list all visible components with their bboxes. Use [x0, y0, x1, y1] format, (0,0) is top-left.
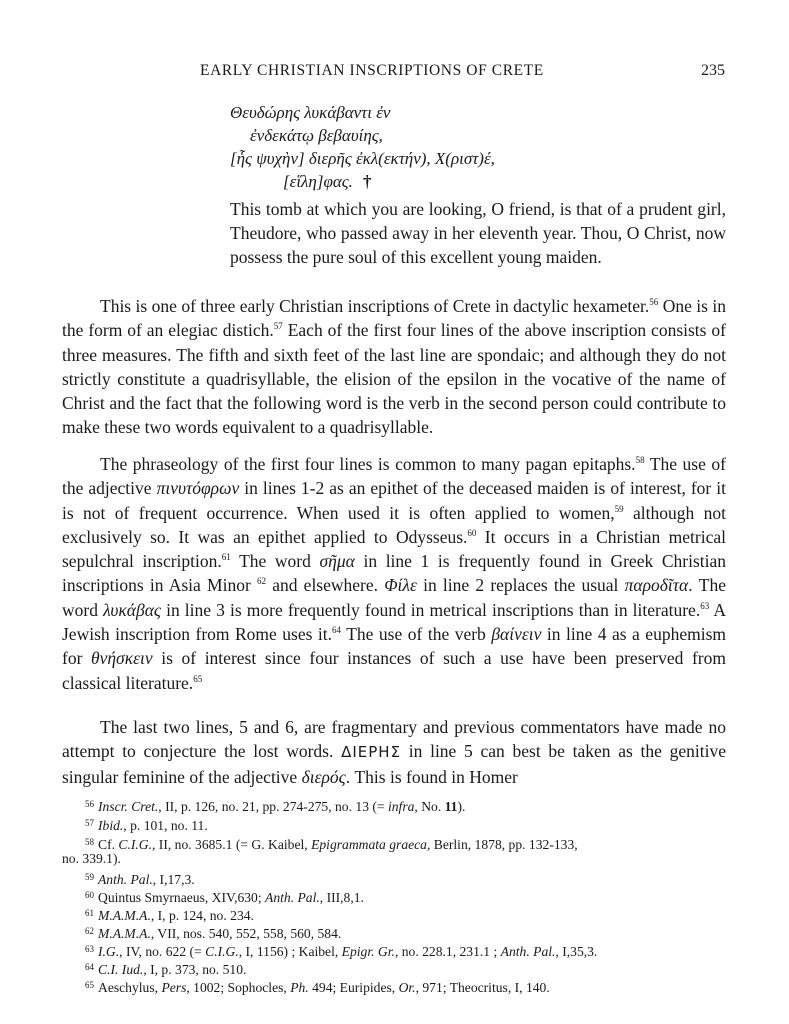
footnote: 58 Cf. C.I.G., II, no. 3685.1 (= G. Kaibel, Epigrammata graeca, Berlin, 1878, pp. 132-133, [85, 837, 578, 852]
footnote-continuation: no. 339.1). [62, 851, 121, 866]
page-header [100, 62, 725, 84]
footnote-ref: 62 [256, 576, 266, 587]
epigraphic-word: ΔΙΕΡΗΣ [341, 743, 402, 762]
footnote-ref: 59 [614, 503, 624, 514]
page-number: 235 [701, 62, 725, 79]
footnote: 60 Quintus Smyrnaeus, XIV,630; Anth. Pal., III,8,1. [85, 890, 364, 905]
paragraph: This is one of three early Christian inscriptions of Crete in dactylic hexameter.$^{56}$ One is in the form of an elegiac distich.$^{57}$ Each of the first four lines of the above inscription consists of three measures. The fifth and sixth feet of the last line are spondaic; and although they do not strictly constitute a quadrisyllable, the elision of the epsilon in the vocative of the name of Christ and the fact that the following word is the verb in the second person could contribute to make these two words equivalent to a quadrisyllable. [62, 296, 726, 438]
footnote-ref: 60 [467, 528, 477, 539]
footnote: 57 Ibid., p. 101, no. 11. [85, 818, 208, 833]
greek-word: βαίνειν [491, 624, 542, 645]
paragraph: The phraseology of the first four lines is common to many pagan epitaphs.$^{58}$ The use of the adjective πινυτόφρων in lines 1-2 as an epithet of the deceased maiden is of interest, for it is not of frequent occurrence. When used it is often applied to women,$^{59}$ although not exclusively so. It was an epithet applied to Odysseus.$^{60}$ It occurs in a Christian metrical sepulchral inscription.$^{61}$ The word σῆμα in line 1 is frequently found in Greek Christian inscriptions in Asia Minor $^{62}$ and elsewhere. Φίλε in line 2 replaces the usual παροδῖτα. The word λυκάβας in line 3 is more frequently found in metrical inscriptions than in literature.$^{63}$ A Jewish inscription from Rome uses it.$^{64}$ The use of the verb βαίνειν in line 4 as a euphemism for θνήσκειν is of interest since four instances of such a use have been preserved from classical literature.$^{65}$ [62, 454, 727, 693]
footnote-ref: 58 [635, 455, 645, 466]
paragraph: The last two lines, 5 and 6, are fragmentary and previous commentators have made no attempt to conjecture the lost words. ΔΙΕΡΗΣ in line 5 can best be taken as the genitive singular feminine of the adjective διερός. This is found in Homer [62, 717, 727, 787]
footnote-ref: 56 [649, 297, 659, 308]
inscription-line-last [283, 172, 371, 192]
footnote-ref: 61 [221, 552, 231, 563]
greek-word: διερός [301, 766, 346, 787]
inscription-line: ἐνδεκάτῳ βεβαυίης, [250, 126, 383, 145]
greek-word: παροδῖτα [624, 575, 689, 596]
footnote: 56 Inscr. Cret., II, p. 126, no. 21, pp. 274-275, no. 13 (= infra, No. 11). [85, 799, 466, 814]
greek-word: πινυτόφρων [156, 478, 240, 499]
greek-word: Φίλε [384, 575, 417, 596]
footnote: 62 M.A.M.A., VII, nos. 540, 552, 558, 560, 584. [85, 926, 342, 941]
inscription-line: Θευδώρης λυκάβαντι ἐν [230, 103, 391, 122]
translation: This tomb at which you are looking, O friend, is that of a prudent girl, Theudore, who passed away in her eleventh year. Thou, O Christ, now possess the pure soul of this excellent young maiden. [230, 199, 726, 267]
greek-word: θνήσκειν [91, 648, 153, 669]
greek-word: λυκάβας [103, 599, 161, 620]
footnote: 65 Aeschylus, Pers, 1002; Sophocles, Ph. 494; Euripides, Or., 971; Theocritus, I, 140. [85, 980, 550, 995]
footnote-ref: 65 [193, 673, 203, 684]
greek-word: σῆμα [319, 551, 355, 572]
running-title: EARLY CHRISTIAN INSCRIPTIONS OF CRETE [200, 62, 544, 79]
inscription-line: [εἵλη]φας. [283, 172, 353, 191]
footnote: 63 I.G., IV, no. 622 (= C.I.G., I, 1156) ; Kaibel, Epigr. Gr., no. 228.1, 231.1 ; Anth. Pal., I,35,3. [85, 944, 598, 959]
footnote-ref: 63 [700, 600, 710, 611]
footnote: 59 Anth. Pal., I,17,3. [85, 872, 195, 887]
footnote: 61 M.A.M.A., I, p. 124, no. 234. [85, 908, 254, 923]
footnote: 64 C.I. Iud., I, p. 373, no. 510. [85, 962, 247, 977]
cross-symbol: † [362, 172, 372, 191]
footnote-ref: 57 [273, 321, 283, 332]
inscription-line: [ἧς ψυχὴν] διερῆς ἐκλ(εκτήν), Χ(ριστ)έ, [230, 149, 495, 168]
footnote-ref: 64 [332, 625, 342, 636]
